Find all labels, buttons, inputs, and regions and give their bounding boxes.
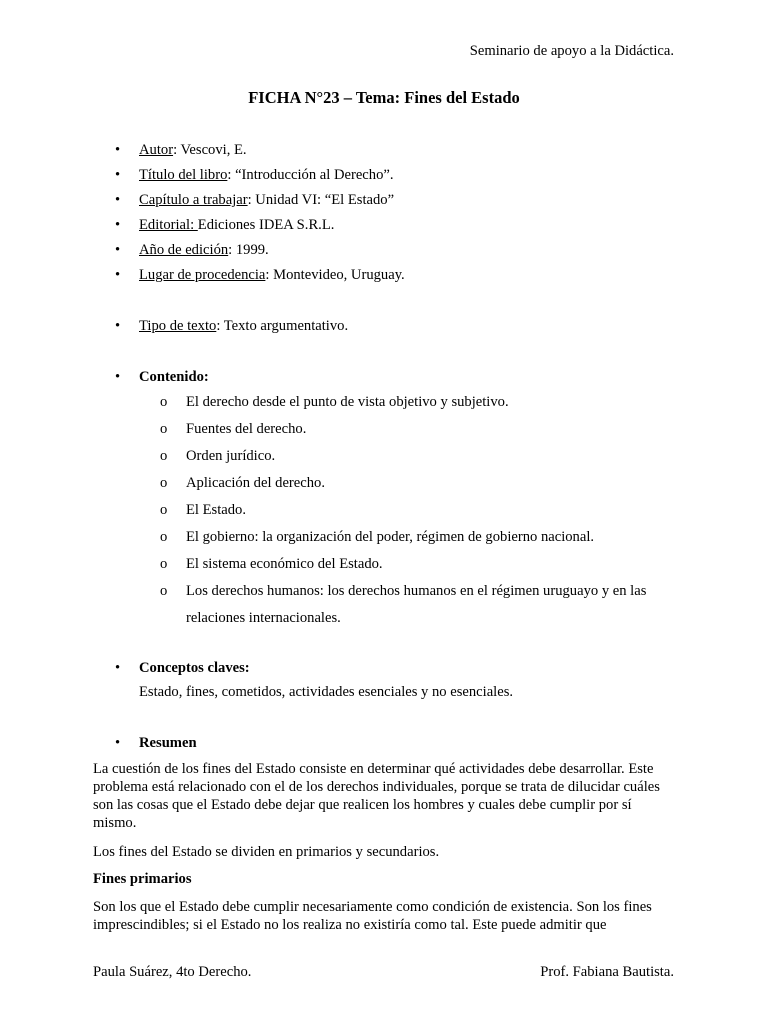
meta-value: : Unidad VI: “El Estado” xyxy=(247,192,395,208)
meta-label: Editorial: xyxy=(139,217,198,233)
meta-label: Lugar de procedencia xyxy=(139,267,266,283)
circle-bullet-icon: o xyxy=(160,529,168,545)
contenido-item-text: Los derechos humanos: los derechos humanos en el régimen uruguayo y en las xyxy=(186,583,647,599)
bullet-icon: • xyxy=(115,369,121,385)
text-type-value: : Texto argumentativo. xyxy=(216,318,349,334)
meta-value: : 1999. xyxy=(228,242,269,258)
contenido-item-text: El Estado. xyxy=(186,502,246,518)
page-header: Seminario de apoyo a la Didáctica. xyxy=(469,43,674,59)
footer-professor: Prof. Fabiana Bautista. xyxy=(540,964,674,980)
circle-bullet-icon: o xyxy=(160,502,168,518)
fines-primarios-heading: Fines primarios xyxy=(93,871,192,887)
bullet-icon: • xyxy=(115,267,121,283)
bullet-icon: • xyxy=(115,318,121,334)
circle-bullet-icon: o xyxy=(160,556,168,572)
meta-value: : Montevideo, Uruguay. xyxy=(265,267,405,283)
circle-bullet-icon: o xyxy=(160,475,168,491)
circle-bullet-icon: o xyxy=(160,394,168,410)
bullet-icon: • xyxy=(115,242,121,258)
contenido-item-text: El sistema económico del Estado. xyxy=(186,556,383,572)
circle-bullet-icon: o xyxy=(160,583,168,599)
bullet-icon: • xyxy=(115,142,121,158)
bullet-icon: • xyxy=(115,735,121,751)
document-title: FICHA N°23 – Tema: Fines del Estado xyxy=(248,88,520,107)
meta-label: Autor xyxy=(139,142,174,158)
bullet-icon: • xyxy=(115,217,121,233)
bullet-icon: • xyxy=(115,660,121,676)
meta-value: : “Introducción al Derecho”. xyxy=(227,167,394,183)
resumen-paragraph-1: La cuestión de los fines del Estado consiste en determinar qué actividades debe desarrollar. Este problema está relacionado con el de los derechos individuales, porque se trata de dilucidar cuáles son las cosas que el Estado debe dejar que realicen los hombres y cuales debe cumplir por sí mismo. xyxy=(93,761,660,831)
contenido-item-text: El derecho desde el punto de vista objetivo y subjetivo. xyxy=(186,394,509,410)
resumen-paragraph-2: Los fines del Estado se dividen en primarios y secundarios. xyxy=(93,844,440,860)
contenido-item-text: Fuentes del derecho. xyxy=(186,421,307,437)
contenido-heading: Contenido: xyxy=(139,369,209,385)
footer-author: Paula Suárez, 4to Derecho. xyxy=(93,964,252,980)
circle-bullet-icon: o xyxy=(160,421,168,437)
conceptos-text: Estado, fines, cometidos, actividades esenciales y no esenciales. xyxy=(139,684,514,700)
meta-value: : Vescovi, E. xyxy=(173,142,247,158)
meta-label: Capítulo a trabajar xyxy=(139,192,248,208)
bullet-icon: • xyxy=(115,192,121,208)
contenido-item-text: El gobierno: la organización del poder, régimen de gobierno nacional. xyxy=(186,529,595,545)
meta-label: Título del libro xyxy=(139,167,228,183)
text-type-label: Tipo de texto xyxy=(139,318,217,334)
meta-label: Año de edición xyxy=(139,242,229,258)
contenido-item-text: Aplicación del derecho. xyxy=(186,475,325,491)
circle-bullet-icon: o xyxy=(160,448,168,464)
contenido-item-text: relaciones internacionales. xyxy=(186,610,341,626)
contenido-item-text: Orden jurídico. xyxy=(186,448,276,464)
resumen-heading: Resumen xyxy=(139,735,197,751)
meta-value: Ediciones IDEA S.R.L. xyxy=(197,217,335,233)
resumen-paragraph-3: Son los que el Estado debe cumplir necesariamente como condición de existencia. Son los fines imprescindibles; si el Estado no los realiza no existiría como tal. Este puede admitir que xyxy=(93,899,652,933)
bullet-icon: • xyxy=(115,167,121,183)
conceptos-heading: Conceptos claves: xyxy=(139,660,250,676)
